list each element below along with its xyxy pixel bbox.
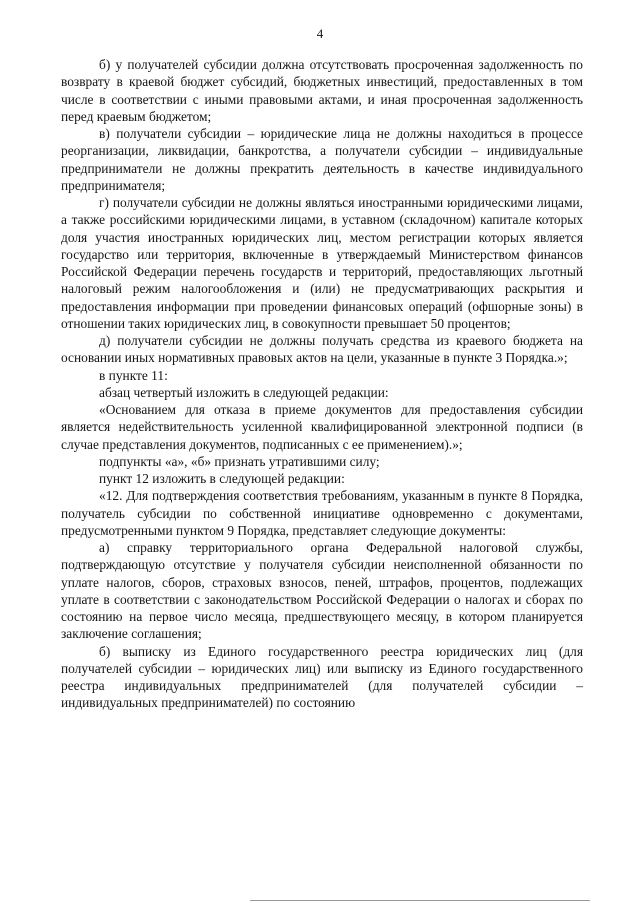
scan-edge-line xyxy=(250,900,590,901)
page-number: 4 xyxy=(316,26,324,41)
paragraph-b-debt: б) у получателей субсидии должна отсутствовать просроченная задолженность по возврату в краевой бюджет субсидий, бюджетных инвестиций, предоставленных в том числе в соответствии с иными правовыми актами, и иная просроченная задолженность перед краевым бюджетом; xyxy=(61,57,583,124)
paragraph-refusal-basis: «Основанием для отказа в приеме документов для предоставления субсидии является недействительность усиленной квалифицированной электронной подписи (в случае представления документов, подписанных с ее применением).»; xyxy=(61,402,583,452)
paragraph-fourth-abzac: абзац четвертый изложить в следующей редакции: xyxy=(99,384,389,400)
paragraph-clause-11: в пункте 11: xyxy=(99,367,168,383)
paragraph-clause-12-text: «12. Для подтверждения соответствия требованиям, указанным в пункте 8 Порядка, получатель субсидии по собственной инициативе одновременно с документами, предусмотренными пунктом 9 Порядка, представляет следующие документы: xyxy=(61,488,583,538)
paragraph-a-tax-certificate: а) справку территориального органа Федеральной налоговой службы, подтверждающую отсутствие у получателя субсидии неисполненной обязанности по уплате налогов, сборов, страховых взносов, пеней, штрафов, процентов, подлежащих уплате в соответствии с законодательством Российской Федерации о налогах и сборах по состоянию на первое число месяца, предшествующего месяцу, в котором планируется заключение соглашения; xyxy=(61,540,583,642)
paragraph-g-foreign-entities: г) получатели субсидии не должны являться иностранными юридическими лицами, а также российскими юридическими лицами, в уставном (складочном) капитале которых доля участия иностранных юридических лиц, местом регистрации которых является государство или территория, включенные в утверждаемый Министерством финансов Российской Федерации перечень государств и территорий, предоставляющих льготный налоговый режим налогообложения и (или) не предусматривающих раскрытия и предоставления информации при проведении финансовых операций (офшорные зоны) в отношении таких юридических лиц, в совокупности превышает 50 процентов; xyxy=(61,195,583,331)
paragraph-v-reorganization: в) получатели субсидии – юридические лица не должны находиться в процессе реорганизации, ликвидации, банкротства, а получатели субсидии – индивидуальные предприниматели не должны прекратить деятельность в качестве индивидуального предпринимателя; xyxy=(61,126,583,193)
paragraph-clause-12: пункт 12 изложить в следующей редакции: xyxy=(99,471,345,486)
document-body xyxy=(61,56,583,712)
paragraph-b-registry-extract: б) выписку из Единого государственного реестра юридических лиц (для получателей субсидии – юридических лиц) или выписку из Единого государственного реестра индивидуальных предпринимателей (для получателей субсидии – индивидуальных предпринимателей) по состоянию xyxy=(61,643,583,711)
paragraph-d-other-funds: д) получатели субсидии не должны получать средства из краевого бюджета на основании иных нормативных правовых актов на цели, указанные в пункте 3 Порядка.»; xyxy=(61,333,583,366)
paragraph-subclauses-void: подпункты «а», «б» признать утратившими силу; xyxy=(99,453,380,469)
